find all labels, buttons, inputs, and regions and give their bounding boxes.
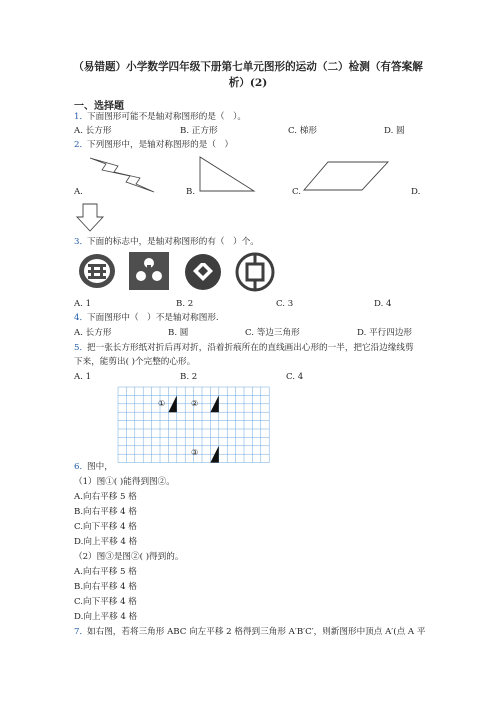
q4-number: 4． [74,313,89,323]
q3-number: 3． [74,237,89,247]
q4-stem: 下面图形中（ ）不是轴对称图形. [87,313,219,323]
q3-stem: 下面的标志中，是轴对称图形的有（ ）个。 [87,237,259,247]
q5-option-b: B. 2 [180,372,198,382]
grid-label-1: ① [158,399,166,408]
q6-number: 6． [74,462,89,472]
q6-part1-option-c: C.向下平移 4 格 [74,522,137,532]
q2-option-b: B. [186,187,196,197]
q5-stem-line1: 把一张长方形纸对折后再对折，沿着折痕所在的直线画出心形的一半，把它沿边缘线剪 [87,343,414,353]
q7-number: 7． [74,627,89,637]
q6-part2-option-b: B.向右平移 4 格 [74,582,137,592]
bank-logo-3-icon [183,253,223,291]
q6-part2: （2）图③是图②( )得到的。 [74,552,184,562]
q6-part1-option-d: D.向上平移 4 格 [74,537,138,547]
q4-option-c: C. 等边三角形 [245,328,300,338]
down-arrow-figure [78,203,104,233]
doc-title-line1: （易错题）小学数学四年级下册第七单元图形的运动（二）检测（有答案解 [73,61,423,73]
q1-stem: 下面图形可能不是轴对称图形的是（ ）。 [87,112,246,122]
q1-option-c: C. 梯形 [288,126,317,136]
parallelogram-figure [302,160,392,194]
right-triangle-figure [198,155,258,195]
bank-logo-4-icon [235,252,275,292]
q6-part2-option-a: A.向右平移 5 格 [74,567,137,577]
q5-stem-line2: 下来，能剪出( )个完整的心形。 [74,357,196,367]
grid-label-2: ② [191,399,199,408]
q6-part2-option-c: C.向下平移 4 格 [74,597,137,607]
grid-label-3: ③ [191,448,199,457]
q6-part1: （1）图①( )能得到图②。 [74,477,175,487]
q5-option-c: C. 4 [286,372,304,382]
q2-option-a: A. [74,187,83,197]
q2-option-d: D. [411,187,421,197]
q5-number: 5． [74,343,89,353]
q1-number: 1． [74,112,89,122]
q6-part2-option-d: D.向上平移 4 格 [74,612,138,622]
q7-stem: 如右图，若将三角形 ABC 向左平移 2 格得到三角形 A′B′C′，则新图形中顶点 A′(点 A 平 [87,627,426,637]
q4-option-d: D. 平行四边形 [357,328,413,338]
q1-option-d: D. 圆 [384,126,405,136]
q3-option-d: D. 4 [374,299,392,309]
doc-title-line2: 析）(2) [228,77,268,89]
q6-part1-option-a: A.向右平移 5 格 [74,492,137,502]
q5-option-a: A. 1 [74,372,92,382]
q3-option-a: A. 1 [74,299,92,309]
q3-option-c: C. 3 [276,299,294,309]
q3-option-b: B. 2 [176,299,194,309]
q2-stem: 下列图形中，是轴对称图形的是（ ） [87,140,234,150]
section-heading: 一、选择题 [74,101,124,112]
q2-number: 2． [74,140,89,150]
q1-option-a: A. 长方形 [74,126,112,136]
q4-option-b: B. 圆 [168,328,189,338]
q6-part1-option-b: B.向右平移 4 格 [74,507,137,517]
q4-option-a: A. 长方形 [74,328,112,338]
lightning-shape-figure [88,152,158,194]
bank-logo-1-icon [78,253,116,289]
q1-option-b: B. 正方形 [180,126,218,136]
bank-logo-2-icon [128,251,170,291]
q2-option-c: C. [292,187,302,197]
q6-stem: 图中， [87,462,113,472]
